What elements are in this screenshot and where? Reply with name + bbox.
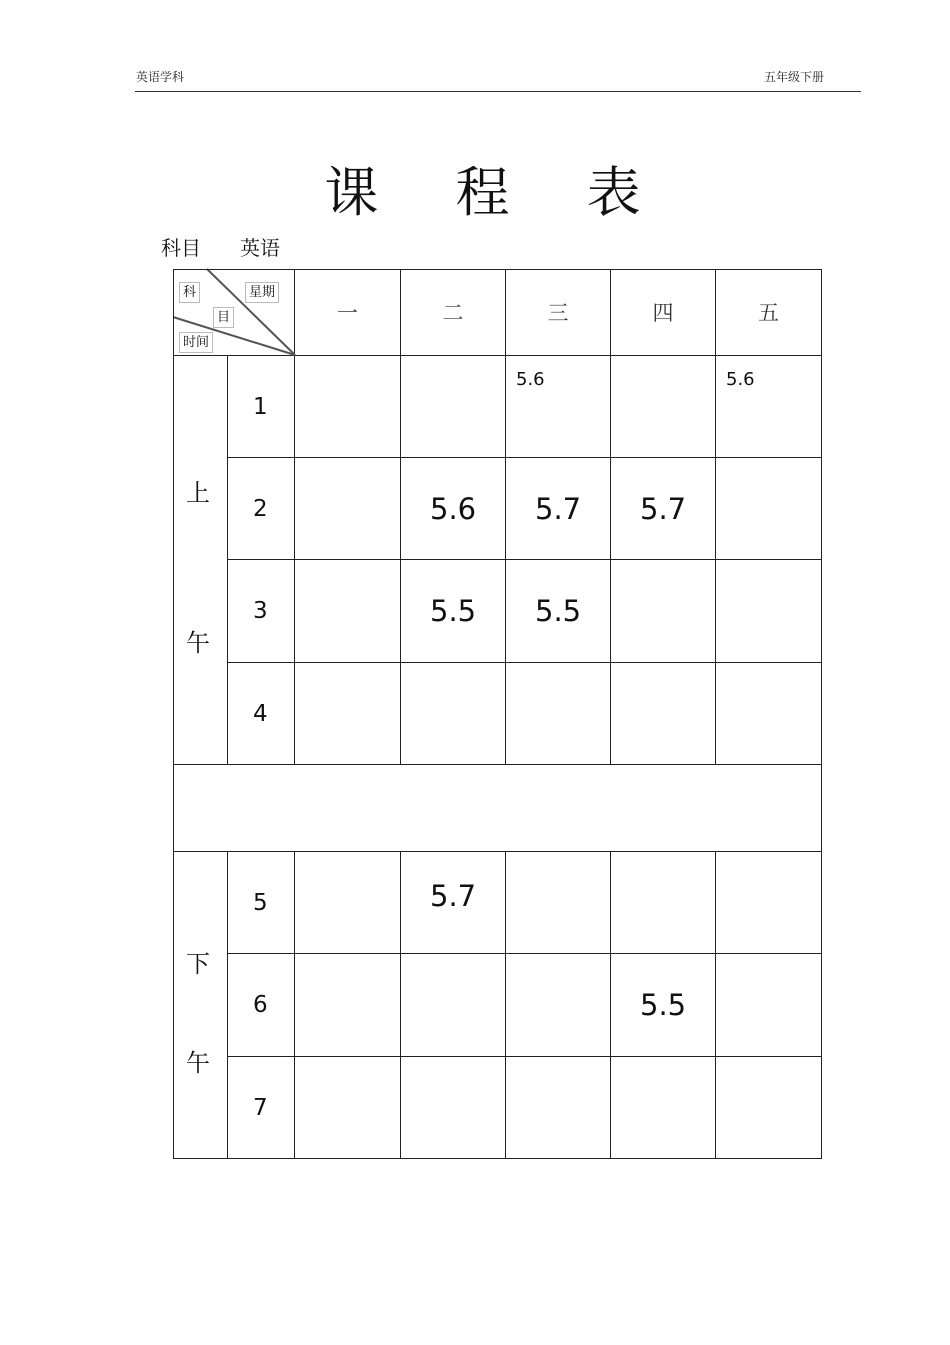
period-6: 6 xyxy=(228,954,295,1057)
cell-p1-d5: 5.6 xyxy=(716,356,822,458)
page-title: 课 程 表 xyxy=(324,161,671,224)
cell-p6-d3 xyxy=(506,954,611,1057)
break-row xyxy=(173,765,822,852)
header-right-text: 五年级下册 xyxy=(764,70,825,84)
cell-p3-d1 xyxy=(295,560,401,663)
am-label-char-1: 上 xyxy=(186,479,210,507)
cell-p1-d3: 5.6 xyxy=(506,356,611,458)
pm-label-cell xyxy=(173,852,228,1159)
cell-p5-d2: 5.7 xyxy=(401,852,506,954)
cell-p7-d4 xyxy=(611,1057,716,1159)
subject-label: 科目 xyxy=(161,236,201,260)
cell-p3-d5 xyxy=(716,560,822,663)
am-label-char-2: 午 xyxy=(186,629,210,657)
cell-p2-d3: 5.7 xyxy=(506,458,611,560)
cell-p2-d1 xyxy=(295,458,401,560)
corner-cell xyxy=(173,269,295,356)
cell-p4-d1 xyxy=(295,663,401,765)
am-label-cell xyxy=(173,356,228,765)
corner-time-label: 时间 xyxy=(179,332,213,353)
cell-p4-d3 xyxy=(506,663,611,765)
corner-subject-label: 科 xyxy=(179,282,200,303)
cell-p7-d2 xyxy=(401,1057,506,1159)
day-header-4: 四 xyxy=(611,269,716,356)
period-1: 1 xyxy=(228,356,295,458)
cell-p7-d3 xyxy=(506,1057,611,1159)
day-header-5: 五 xyxy=(716,269,822,356)
corner-mid-label: 目 xyxy=(213,307,234,328)
period-7: 7 xyxy=(228,1057,295,1159)
pm-label-char-1: 下 xyxy=(186,950,210,978)
day-header-2: 二 xyxy=(401,269,506,356)
header-left-text: 英语学科 xyxy=(136,70,185,84)
period-4: 4 xyxy=(228,663,295,765)
day-header-1: 一 xyxy=(295,269,401,356)
cell-p7-d1 xyxy=(295,1057,401,1159)
cell-p6-d1 xyxy=(295,954,401,1057)
cell-p3-d3: 5.5 xyxy=(506,560,611,663)
cell-p6-d5 xyxy=(716,954,822,1057)
cell-p4-d2 xyxy=(401,663,506,765)
cell-p3-d2: 5.5 xyxy=(401,560,506,663)
cell-p5-d4 xyxy=(611,852,716,954)
cell-p1-d4 xyxy=(611,356,716,458)
cell-p3-d4 xyxy=(611,560,716,663)
header-divider xyxy=(135,91,861,92)
cell-p1-d1 xyxy=(295,356,401,458)
period-3: 3 xyxy=(228,560,295,663)
day-header-3: 三 xyxy=(506,269,611,356)
cell-p2-d2: 5.6 xyxy=(401,458,506,560)
cell-p6-d4: 5.5 xyxy=(611,954,716,1057)
cell-p2-d4: 5.7 xyxy=(611,458,716,560)
period-5: 5 xyxy=(228,852,295,954)
period-2: 2 xyxy=(228,458,295,560)
cell-p5-d1 xyxy=(295,852,401,954)
cell-p6-d2 xyxy=(401,954,506,1057)
cell-p7-d5 xyxy=(716,1057,822,1159)
corner-week-label: 星期 xyxy=(245,282,279,303)
timetable xyxy=(173,269,822,1159)
cell-p4-d4 xyxy=(611,663,716,765)
subject-value: 英语 xyxy=(240,236,280,260)
pm-label-char-2: 午 xyxy=(186,1049,210,1077)
cell-p5-d5 xyxy=(716,852,822,954)
cell-p5-d3 xyxy=(506,852,611,954)
cell-p2-d5 xyxy=(716,458,822,560)
cell-p1-d2 xyxy=(401,356,506,458)
cell-p4-d5 xyxy=(716,663,822,765)
